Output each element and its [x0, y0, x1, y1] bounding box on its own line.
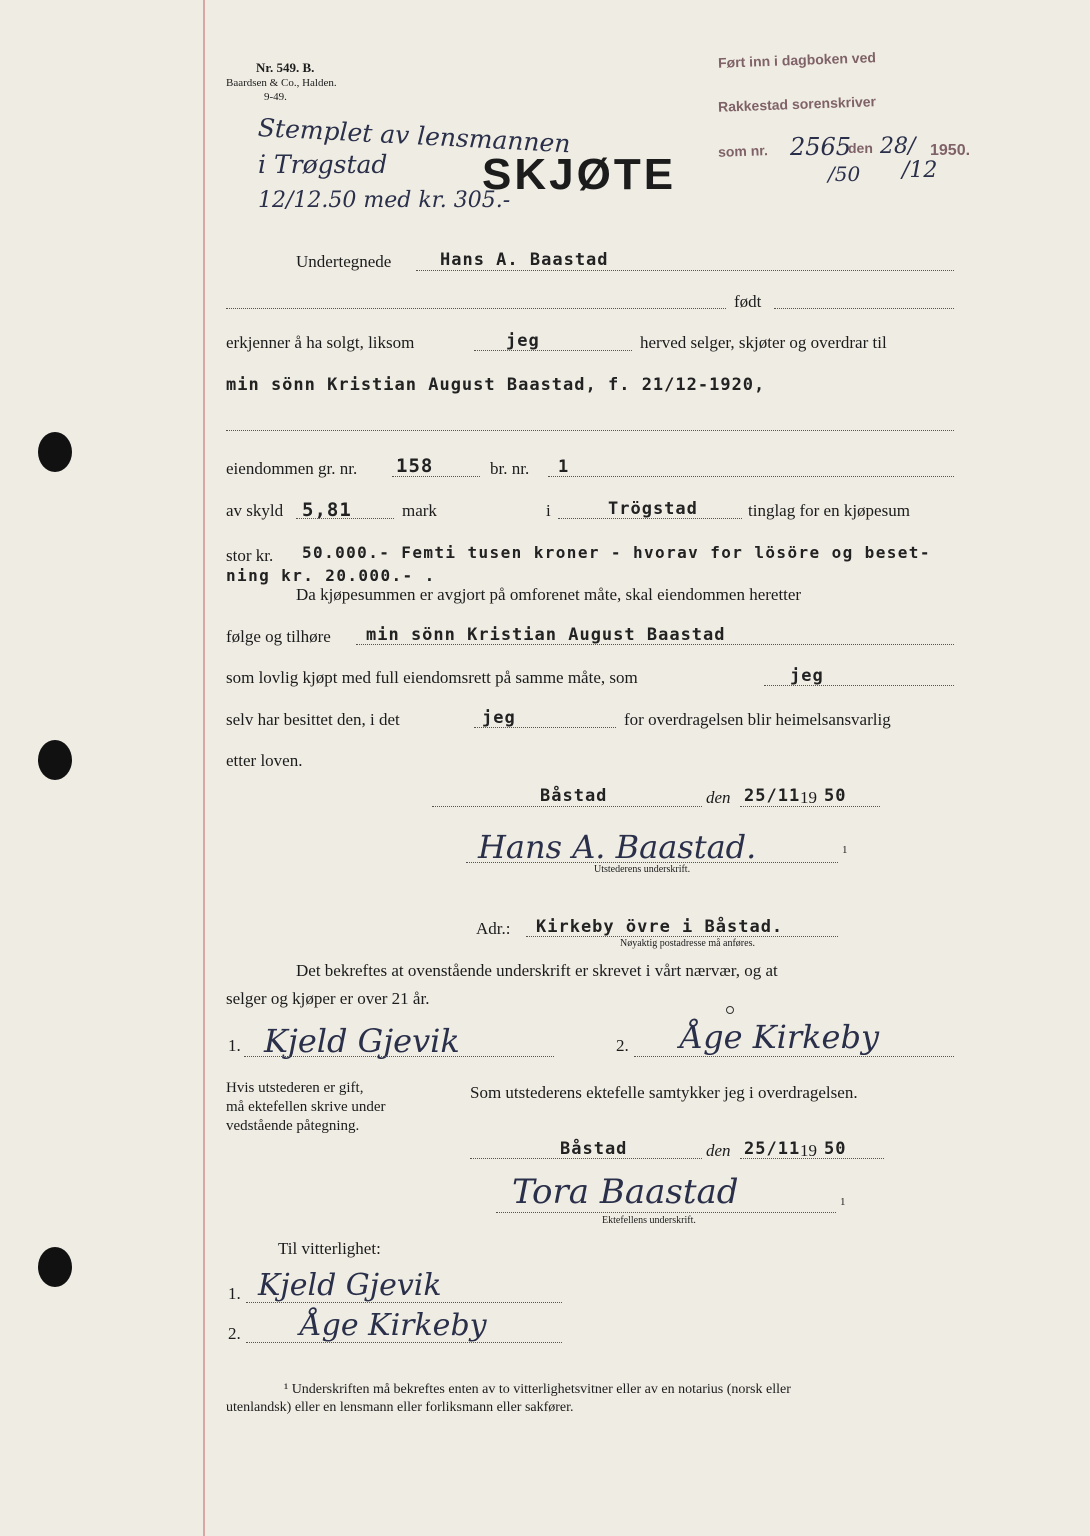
witness-statement-cont: selger og kjøper er over 21 år.	[226, 989, 430, 1008]
fill-line	[392, 476, 480, 477]
sign-place: Båstad	[540, 786, 608, 806]
footnote-line2: utenlandsk) eller en lensmann eller forliksmann eller sakfører.	[226, 1400, 574, 1415]
margin-note-line1: Stemplet av lensmannen	[257, 113, 572, 159]
price-label: stor kr.	[226, 546, 274, 565]
registry-date-month: /12	[902, 158, 938, 183]
punch-hole	[38, 740, 72, 780]
law-text: etter loven.	[226, 751, 303, 770]
witness-statement: Det bekreftes at ovenstående underskrift er skrevet i vårt nærvær, og at	[296, 961, 778, 980]
fill-line	[246, 1302, 562, 1303]
sold-text: erkjenner å ha solgt, liksom	[226, 333, 415, 352]
agreement-text: Da kjøpesummen er avgjort på omforenet måte, skal eiendommen heretter	[296, 585, 802, 604]
margin-line	[203, 0, 205, 1536]
fill-line	[466, 862, 838, 863]
fill-line	[496, 1212, 836, 1213]
fill-line	[432, 806, 702, 807]
fill-line	[548, 476, 954, 477]
belongs-label: følge og tilhøre	[226, 627, 331, 646]
possessed-pronoun: jeg	[482, 708, 516, 728]
sign-date: 25/11	[744, 786, 801, 806]
registry-stamp-prefix: som nr.	[717, 142, 769, 160]
ownership-text: som lovlig kjøpt med full eiendomsrett på samme måte, som	[226, 668, 638, 687]
seller-name: Hans A. Baastad	[440, 250, 609, 270]
address-label: Adr.:	[476, 919, 511, 938]
fill-line	[764, 685, 954, 686]
spouse-note-line3: vedstående påtegning.	[226, 1118, 360, 1134]
spouse-sign-place: Båstad	[560, 1139, 628, 1159]
vitterlighet-label: Til vitterlighet:	[278, 1239, 381, 1258]
fill-line	[356, 644, 954, 645]
form-number: Nr. 549. B.	[256, 60, 315, 75]
document-title: SKJØTE	[482, 150, 677, 199]
registry-stamp-line2: Rakkestad sorenskriver	[717, 93, 877, 115]
place-value: Trögstad	[608, 499, 698, 519]
spouse-century: 19	[800, 1141, 817, 1160]
ink-mark	[726, 1006, 734, 1014]
spouse-signature: Tora Baastad	[512, 1172, 739, 1212]
possessed-text: selv har besittet den, i det	[226, 710, 400, 729]
vitterlighet-1-number: 1.	[228, 1284, 241, 1303]
vitterlighet-1-signature: Kjeld Gjevik	[258, 1268, 442, 1303]
br-nr-value: 1	[558, 457, 570, 477]
br-nr-label: br. nr.	[490, 459, 530, 478]
spouse-consent: Som utstederens ektefelle samtykker jeg i overdragelsen.	[470, 1083, 858, 1102]
undersigned-label: Undertegnede	[296, 252, 392, 271]
spouse-sign-date: 25/11	[744, 1139, 801, 1159]
century: 19	[800, 788, 817, 807]
registry-year: 1950.	[930, 142, 971, 159]
fill-line	[740, 1158, 884, 1159]
witness-1-signature: Kjeld Gjevik	[264, 1022, 460, 1060]
witness-2-signature: Åge Kirkeby	[680, 1018, 880, 1056]
fill-line	[526, 936, 838, 937]
address-caption: Nøyaktig postadresse må anføres.	[620, 938, 755, 949]
gr-nr-value: 158	[396, 455, 434, 477]
spouse-date-label: den	[706, 1141, 731, 1160]
date-label: den	[706, 788, 731, 807]
fill-line	[634, 1056, 954, 1057]
spouse-footnote-mark: 1	[840, 1196, 846, 1208]
fill-line	[416, 270, 954, 271]
spouse-note-line2: må ektefellen skrive under	[226, 1099, 386, 1115]
born-label: født	[734, 292, 762, 311]
fill-line	[558, 518, 742, 519]
footnote-mark: 1	[842, 844, 848, 856]
margin-note-line2: i Trøgstad	[258, 150, 388, 179]
fill-line	[740, 806, 880, 807]
form-edition: 9-49.	[264, 91, 287, 103]
fill-line	[244, 1056, 554, 1057]
property-label: eiendommen gr. nr.	[226, 459, 358, 478]
registry-date-label: den	[848, 140, 873, 156]
witness-2-number: 2.	[616, 1036, 629, 1055]
in-label: i	[546, 501, 551, 520]
signature-caption: Utstederens underskrift.	[594, 864, 691, 875]
fill-line	[246, 1342, 562, 1343]
seller-pronoun: jeg	[506, 331, 540, 351]
fill-line	[774, 308, 954, 309]
punch-hole	[38, 1247, 72, 1287]
buyer-name: min sönn Kristian August Baastad, f. 21/12-1920,	[226, 375, 766, 395]
fill-line	[296, 518, 394, 519]
skyld-label: av skyld	[226, 501, 284, 520]
registry-stamp-line1: Ført inn i dagboken ved	[717, 49, 877, 71]
fill-line	[226, 430, 954, 431]
registry-entry-number: 2565	[790, 133, 852, 161]
fill-line	[474, 727, 616, 728]
spouse-signature-caption: Ektefellens underskrift.	[602, 1215, 696, 1226]
witness-1-number: 1.	[228, 1036, 241, 1055]
price-value: 50.000.- Femti tusen kroner - hvorav for lösöre og beset-	[302, 543, 931, 562]
printer-name: Baardsen & Co., Halden.	[226, 77, 337, 89]
ownership-pronoun: jeg	[790, 666, 824, 686]
address-value: Kirkeby övre i Båstad.	[536, 917, 784, 937]
price-value-cont: ning kr. 20.000.- .	[226, 566, 436, 585]
spouse-note-line1: Hvis utstederen er gift,	[226, 1080, 364, 1096]
registry-date: 28/	[880, 134, 916, 159]
fill-line	[474, 350, 632, 351]
vitterlighet-2-number: 2.	[228, 1324, 241, 1343]
tinglag-text: tinglag for en kjøpesum	[748, 501, 910, 520]
new-owner: min sönn Kristian August Baastad	[366, 625, 726, 645]
spouse-sign-year: 50	[824, 1139, 847, 1159]
fill-line	[226, 308, 726, 309]
sign-year: 50	[824, 786, 847, 806]
liability-text: for overdragelsen blir heimelsansvarlig	[624, 710, 891, 729]
footnote-line1: ¹ Underskriften må bekreftes enten av to vitterlighetsvitner eller av en notarius (norsk eller	[284, 1382, 791, 1397]
vitterlighet-2-signature: Åge Kirkeby	[300, 1308, 487, 1343]
punch-hole	[38, 432, 72, 472]
registry-entry-year: /50	[828, 162, 861, 186]
seller-signature: Hans A. Baastad.	[478, 828, 757, 866]
skyld-value: 5,81	[302, 499, 352, 521]
margin-note-line3: 12/12.50 med kr. 305.-	[258, 188, 511, 213]
transfer-text: herved selger, skjøter og overdrar til	[640, 333, 887, 352]
fill-line	[470, 1158, 702, 1159]
mark-label: mark	[402, 501, 437, 520]
